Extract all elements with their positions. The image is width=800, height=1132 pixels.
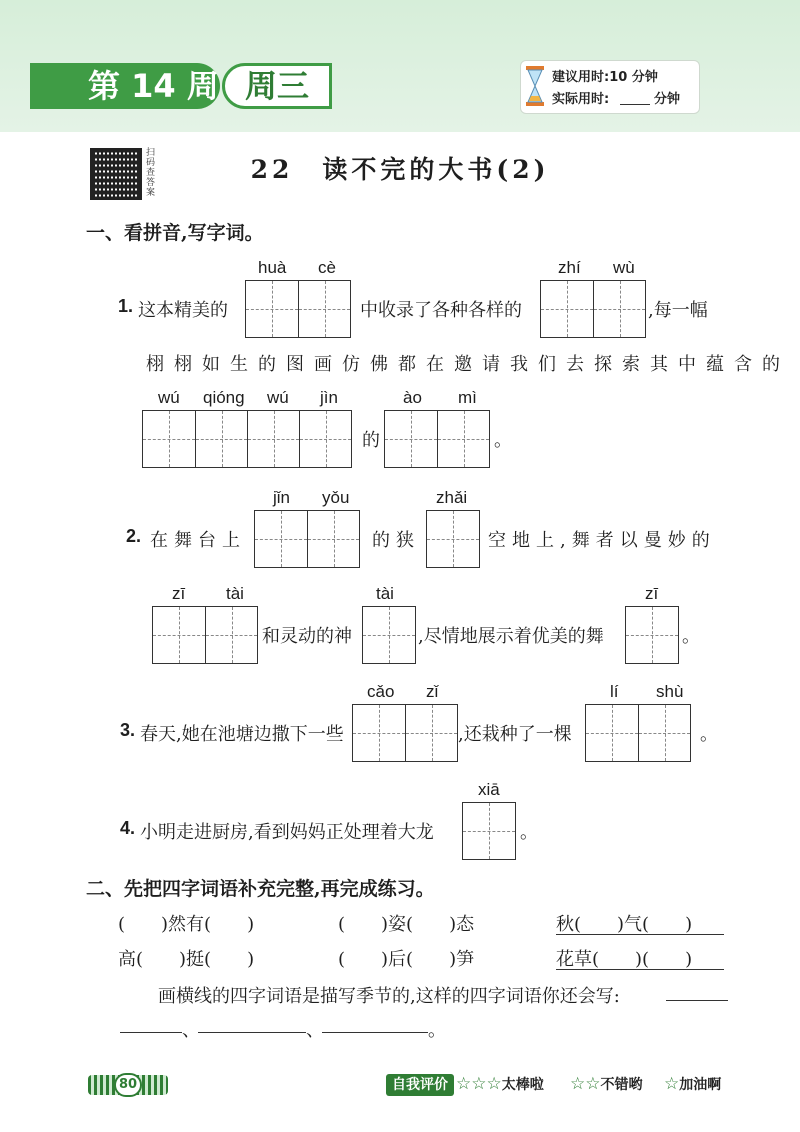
writing-grid[interactable] xyxy=(352,704,458,762)
writing-grid[interactable] xyxy=(152,606,258,664)
writing-grid[interactable] xyxy=(585,704,691,762)
question-text: 的 xyxy=(362,430,380,451)
eval-text: 太棒啦 xyxy=(501,1077,544,1093)
writing-grid[interactable] xyxy=(254,510,360,568)
question-text: 。 xyxy=(682,626,700,647)
pinyin: tài xyxy=(226,584,244,603)
eval-text: 加油啊 xyxy=(679,1077,722,1093)
answer-line[interactable] xyxy=(666,1000,728,1001)
question-number: 3. xyxy=(120,720,136,740)
pinyin: qióng xyxy=(203,388,245,407)
pinyin: zī xyxy=(645,584,659,603)
idiom-blank[interactable]: ( )姿( )态 xyxy=(338,914,475,935)
writing-grid[interactable] xyxy=(142,410,352,468)
pinyin: shù xyxy=(656,682,684,701)
end-mark: 。 xyxy=(428,1020,446,1041)
idiom-underline xyxy=(556,969,724,970)
eval-option-good[interactable] xyxy=(570,1074,642,1094)
pinyin: jìn xyxy=(320,388,338,407)
pinyin: zhǎi xyxy=(436,488,468,507)
eval-option-tryharder[interactable] xyxy=(664,1074,721,1094)
pinyin: tài xyxy=(376,584,394,603)
hourglass-icon xyxy=(524,66,546,106)
idiom-underline xyxy=(556,934,724,935)
pinyin: jǐn xyxy=(273,488,291,507)
actual-time-label: 实际用时: xyxy=(552,92,610,107)
idiom-blank[interactable]: 秋( )气( ) xyxy=(556,914,693,935)
writing-grid[interactable] xyxy=(540,280,646,338)
answer-line[interactable] xyxy=(198,1032,306,1033)
pinyin: wù xyxy=(613,258,635,277)
star-icon: ☆☆☆ xyxy=(456,1074,502,1094)
section2-heading: 二、先把四字词语补充完整,再完成练习。 xyxy=(86,878,435,900)
actual-time-blank[interactable] xyxy=(620,104,650,105)
writing-grid[interactable] xyxy=(384,410,490,468)
question-text: 小明走进厨房,看到妈妈正处理着大龙 xyxy=(140,822,434,843)
writing-grid[interactable] xyxy=(625,606,679,664)
idiom-blank[interactable]: ( )然有( ) xyxy=(118,914,255,935)
pinyin: lí xyxy=(610,682,619,701)
pinyin: cǎo xyxy=(367,682,395,701)
eval-text: 不错哟 xyxy=(600,1077,643,1093)
writing-grid[interactable] xyxy=(462,802,516,860)
answer-line[interactable] xyxy=(322,1032,428,1033)
question-text: ,还栽种了一棵 xyxy=(458,724,572,745)
writing-grid[interactable] xyxy=(245,280,351,338)
question-text: 。 xyxy=(700,724,718,745)
question-text: 。 xyxy=(520,822,538,843)
week-label: 第 14 周 xyxy=(30,63,220,109)
lesson-title: 22 读不完的大书(2) xyxy=(250,155,550,184)
question-number: 1. xyxy=(118,296,134,316)
pinyin: ào xyxy=(403,388,422,407)
pinyin: huà xyxy=(258,258,287,277)
pinyin: wú xyxy=(267,388,289,407)
question-number: 2. xyxy=(126,526,142,546)
pinyin: wú xyxy=(158,388,180,407)
pinyin: xiā xyxy=(478,780,500,799)
question-text: 空地上,舞者以曼妙的 xyxy=(488,530,716,551)
idiom-blank[interactable]: 花草( )( ) xyxy=(556,949,693,970)
star-icon: ☆☆ xyxy=(570,1074,601,1094)
question-number: 4. xyxy=(120,818,136,838)
pinyin: zhí xyxy=(558,258,581,277)
pinyin: cè xyxy=(318,258,336,277)
prompt-text: 画横线的四字词语是描写季节的,这样的四字词语你还会写: xyxy=(158,986,620,1007)
pinyin: yǒu xyxy=(322,488,350,507)
qr-label: 扫码查答案 xyxy=(146,148,156,198)
day-label: 周三 xyxy=(222,63,332,109)
question-text: 的狭 xyxy=(372,530,420,551)
separator: 、 xyxy=(306,1020,324,1041)
pinyin: zī xyxy=(172,584,186,603)
question-text: 春天,她在池塘边撒下一些 xyxy=(140,724,344,745)
suggested-time: 建议用时:10 分钟 xyxy=(552,70,658,85)
answer-line[interactable] xyxy=(120,1032,182,1033)
separator: 、 xyxy=(182,1020,200,1041)
pinyin: mì xyxy=(458,388,477,407)
question-text: 在舞台上 xyxy=(150,530,246,551)
writing-grid[interactable] xyxy=(426,510,480,568)
question-text: ,每一幅 xyxy=(648,300,708,321)
question-text: 栩栩如生的图画仿佛都在邀请我们去探索其中蕴含的 xyxy=(146,354,790,375)
question-text: 这本精美的 xyxy=(138,300,228,321)
pinyin: zǐ xyxy=(426,682,439,701)
star-icon: ☆ xyxy=(664,1074,680,1094)
question-text: ,尽情地展示着优美的舞 xyxy=(418,626,604,647)
idiom-blank[interactable]: 高( )挺( ) xyxy=(118,949,255,970)
question-text: 。 xyxy=(494,430,512,451)
writing-grid[interactable] xyxy=(362,606,416,664)
question-text: 和灵动的神 xyxy=(262,626,352,647)
actual-time-unit: 分钟 xyxy=(654,92,681,107)
eval-option-great[interactable] xyxy=(456,1074,544,1094)
idiom-blank[interactable]: ( )后( )笋 xyxy=(338,949,475,970)
question-text: 中收录了各种各样的 xyxy=(360,300,522,321)
page-number: 80 xyxy=(114,1073,142,1097)
section1-heading: 一、看拼音,写字词。 xyxy=(86,222,264,244)
self-eval-label: 自我评价 xyxy=(386,1074,454,1096)
